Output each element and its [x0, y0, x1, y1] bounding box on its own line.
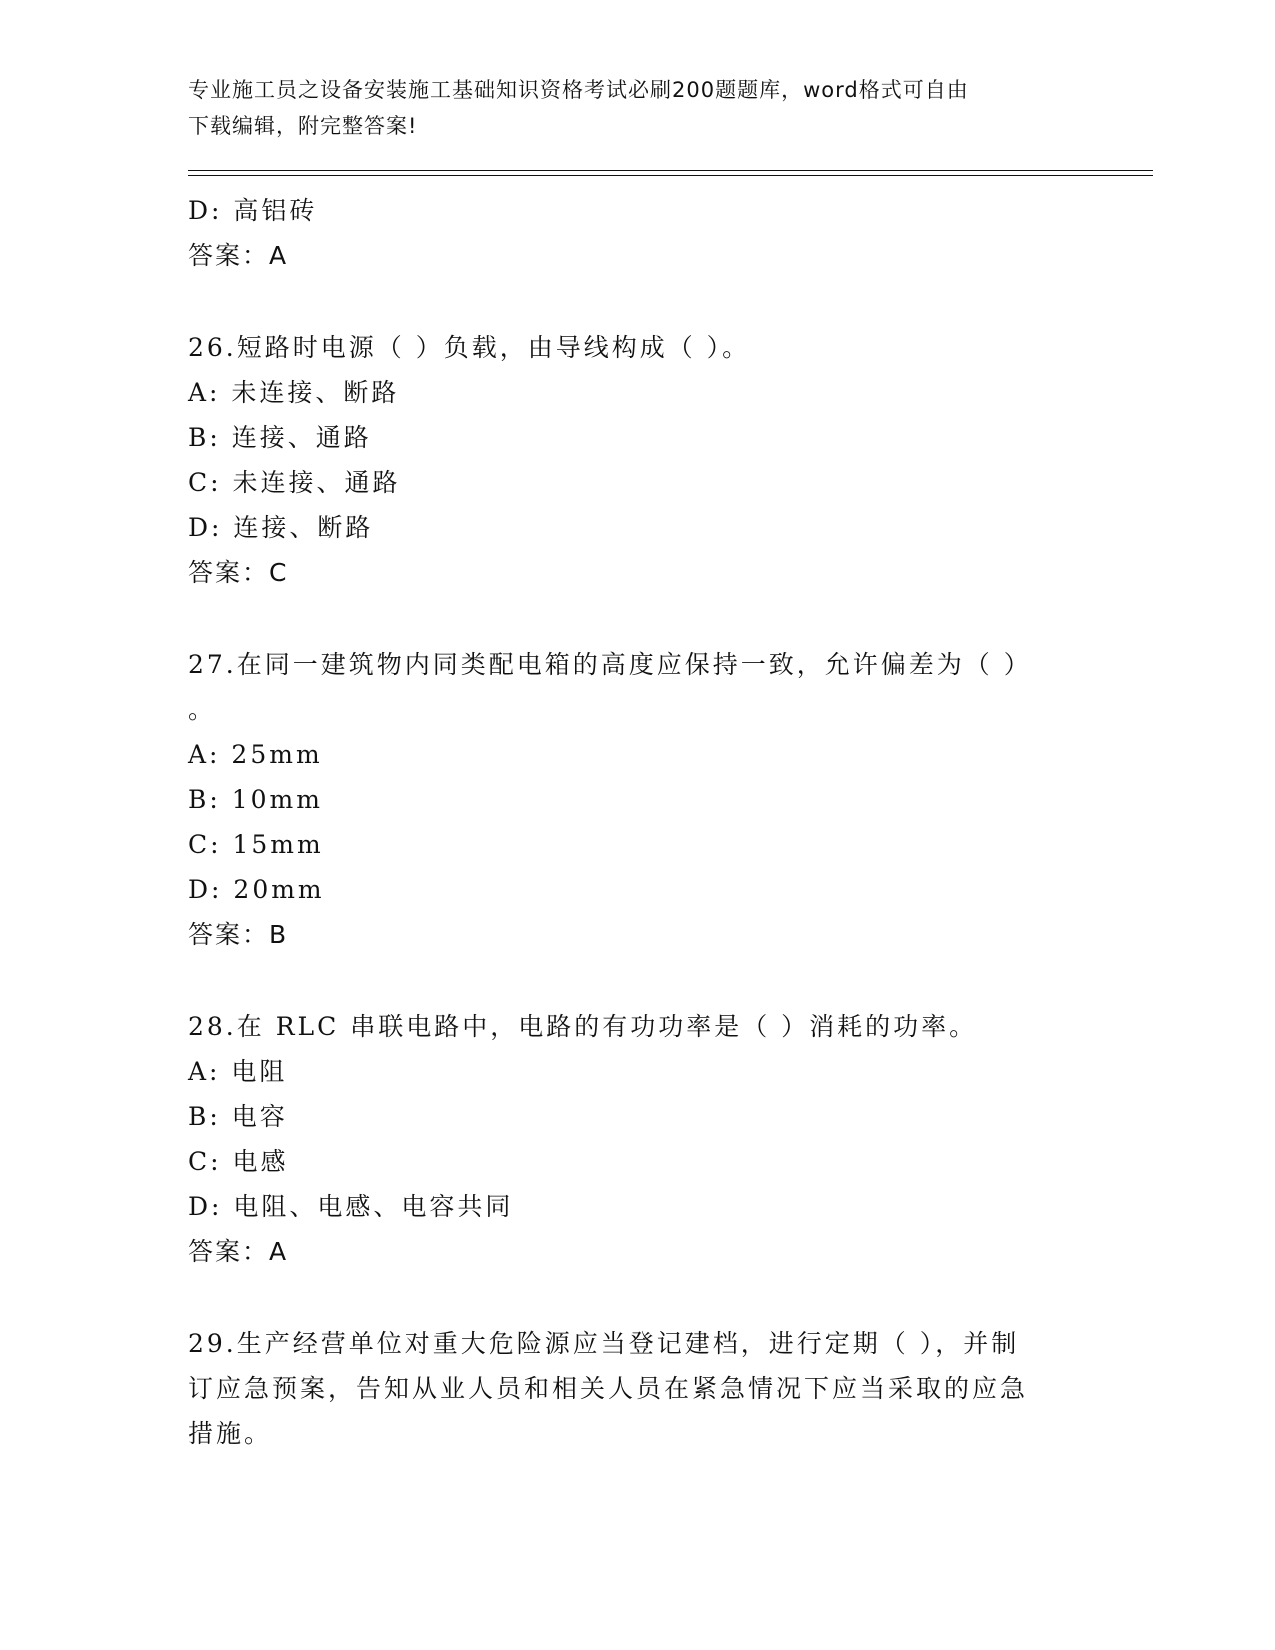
question-stem-line-1: 29.生产经营单位对重大危险源应当登记建档，进行定期（ ），并制 — [188, 1329, 1020, 1358]
option-d: D: 高铝砖 — [188, 196, 318, 225]
option-a: A: 25mm — [188, 740, 323, 769]
answer-line: 答案：A — [188, 1237, 289, 1266]
header-rule-top — [188, 170, 1153, 171]
option-c: C: 电感 — [188, 1147, 289, 1176]
question-27 — [188, 642, 1128, 957]
option-a: A: 未连接、断路 — [188, 378, 400, 407]
question-stem-line-3: 措施。 — [188, 1419, 273, 1448]
option-c: C: 15mm — [188, 830, 324, 859]
option-b: B: 10mm — [188, 785, 323, 814]
answer-line: 答案：B — [188, 920, 289, 949]
option-b: B: 连接、通路 — [188, 423, 372, 452]
question-stem: 27.在同一建筑物内同类配电箱的高度应保持一致，允许偏差为（ ） — [188, 650, 1032, 679]
option-d: D: 连接、断路 — [188, 513, 374, 542]
header-line-1: 专业施工员之设备安装施工基础知识资格考试必刷200题题库，word格式可自由 — [188, 78, 969, 102]
question-28 — [188, 1004, 1128, 1274]
option-b: B: 电容 — [188, 1102, 288, 1131]
question-stem-line-2: 订应急预案，告知从业人员和相关人员在紧急情况下应当采取的应急 — [188, 1374, 1029, 1403]
question-stem: 28.在 RLC 串联电路中，电路的有功功率是（ ）消耗的功率。 — [188, 1012, 978, 1041]
question-29 — [188, 1321, 1128, 1456]
question-stem-continuation: 。 — [188, 695, 214, 724]
question-stem: 26.短路时电源（ ）负载，由导线构成（ ）。 — [188, 333, 751, 362]
option-d: D: 电阻、电感、电容共同 — [188, 1192, 514, 1221]
option-a: A: 电阻 — [188, 1057, 288, 1086]
question-26 — [188, 325, 1128, 595]
option-c: C: 未连接、通路 — [188, 468, 401, 497]
header-line-2: 下载编辑，附完整答案! — [188, 114, 418, 138]
header-rule-bottom — [188, 175, 1153, 176]
answer-line: 答案：C — [188, 558, 289, 587]
option-d: D: 20mm — [188, 875, 325, 904]
previous-question-tail — [188, 188, 1128, 278]
answer-line: 答案：A — [188, 241, 289, 270]
document-header — [188, 72, 1078, 144]
question-list — [188, 188, 1128, 1456]
